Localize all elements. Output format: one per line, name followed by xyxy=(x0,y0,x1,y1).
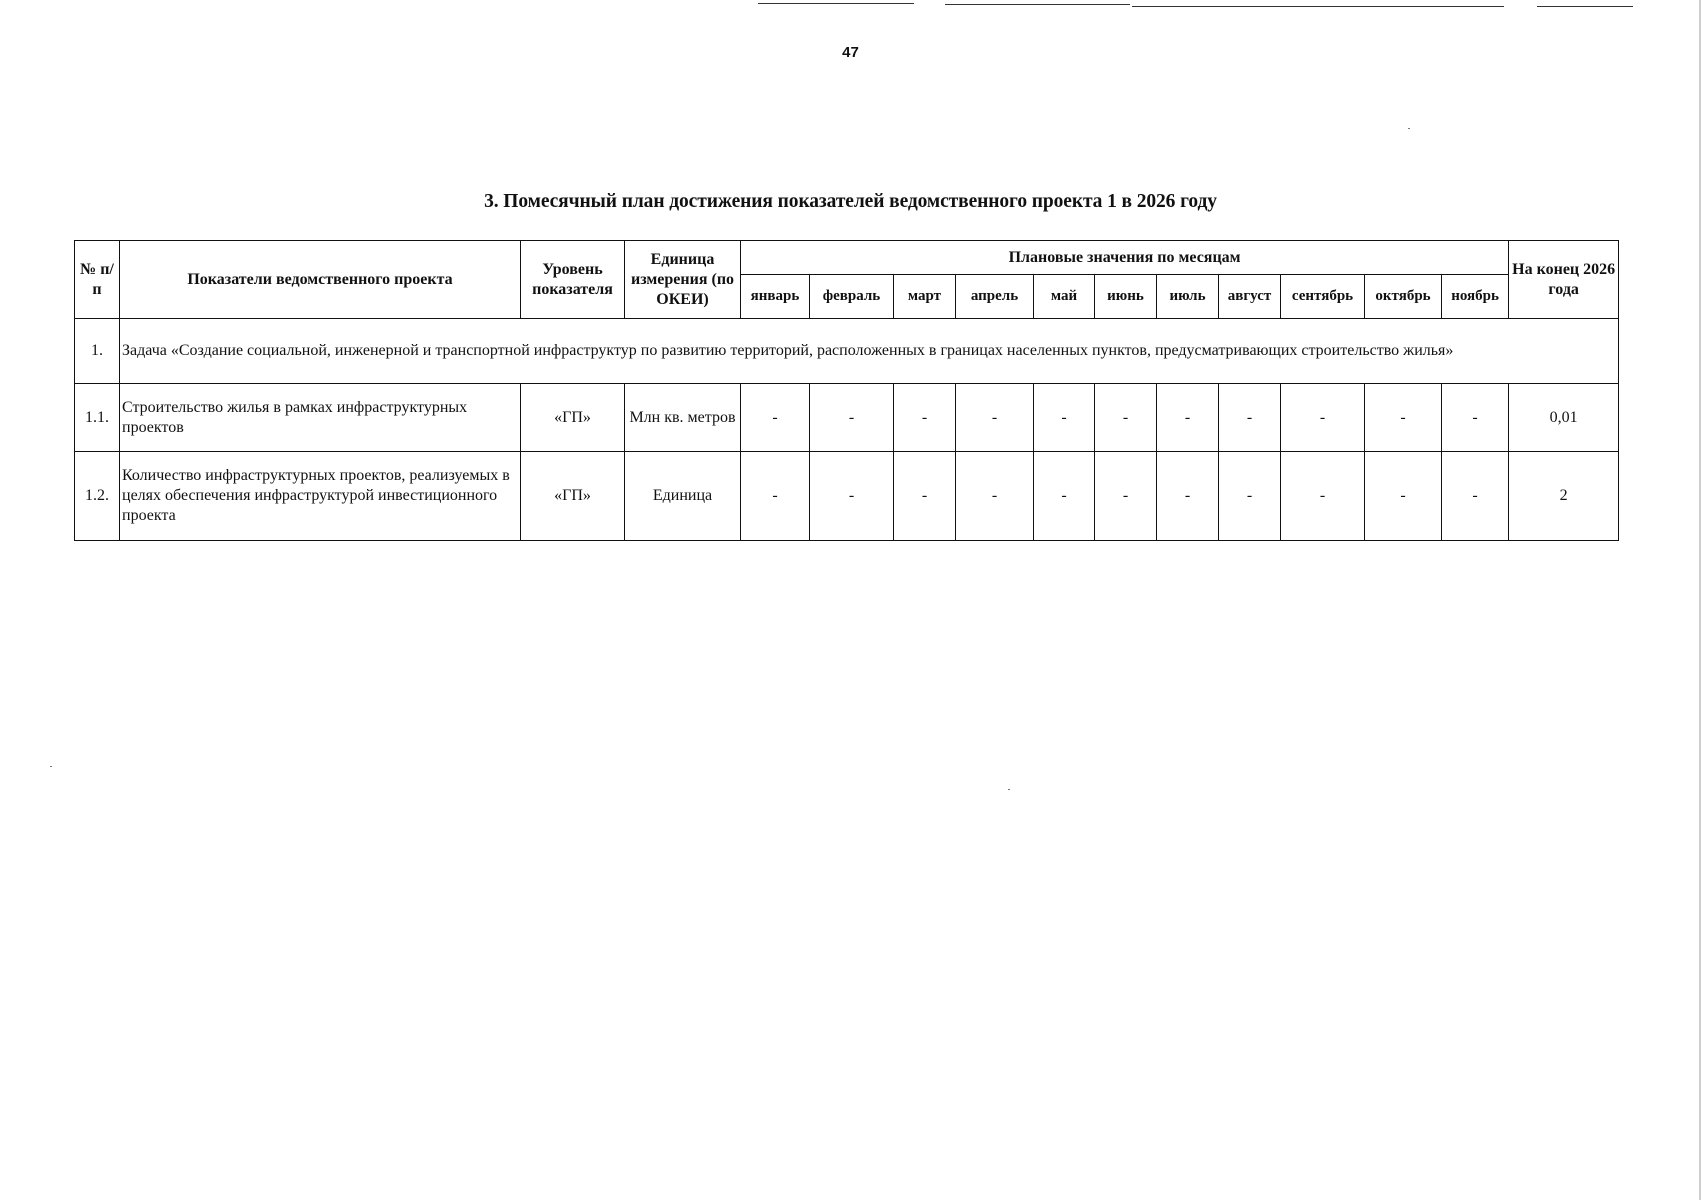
month-value: - xyxy=(1034,384,1095,452)
month-value: - xyxy=(1281,452,1365,541)
month-header: март xyxy=(894,275,956,319)
month-header: октябрь xyxy=(1365,275,1442,319)
month-header: январь xyxy=(741,275,810,319)
row-number: 1.1. xyxy=(75,384,120,452)
month-value: - xyxy=(1281,384,1365,452)
month-header: сентябрь xyxy=(1281,275,1365,319)
row-year-end-value: 0,01 xyxy=(1509,384,1619,452)
month-value: - xyxy=(1442,452,1509,541)
month-header: апрель xyxy=(956,275,1034,319)
row-indicator: Строительство жилья в рамках инфраструктурных проектов xyxy=(120,384,521,452)
header-number: № п/п xyxy=(75,241,120,319)
month-header: май xyxy=(1034,275,1095,319)
row-indicator: Количество инфраструктурных проектов, реализуемых в целях обеспечения инфраструктурой инвестиционного проекта xyxy=(120,452,521,541)
header-indicator: Показатели ведомственного проекта xyxy=(120,241,521,319)
scan-artifact-line xyxy=(1132,6,1504,7)
month-value: - xyxy=(956,452,1034,541)
scan-artifact-line xyxy=(758,3,914,4)
month-value: - xyxy=(1095,384,1157,452)
table-row xyxy=(75,384,1619,452)
scan-artifact-line xyxy=(945,4,1130,5)
month-value: - xyxy=(894,384,956,452)
scan-speck xyxy=(1408,128,1410,129)
month-header: июль xyxy=(1157,275,1219,319)
page-number: 47 xyxy=(842,44,859,61)
month-header: февраль xyxy=(810,275,894,319)
task-row xyxy=(75,319,1619,384)
header-level: Уровень показателя xyxy=(521,241,625,319)
row-number: 1.2. xyxy=(75,452,120,541)
row-year-end-value: 2 xyxy=(1509,452,1619,541)
month-value: - xyxy=(810,384,894,452)
month-value: - xyxy=(1365,384,1442,452)
month-header: ноябрь xyxy=(1442,275,1509,319)
month-value: - xyxy=(956,384,1034,452)
document-title: 3. Помесячный план достижения показателей ведомственного проекта 1 в 2026 году xyxy=(484,191,1217,212)
table-row xyxy=(75,452,1619,541)
month-value: - xyxy=(741,452,810,541)
month-value: - xyxy=(1442,384,1509,452)
month-value: - xyxy=(810,452,894,541)
month-header: август xyxy=(1219,275,1281,319)
month-value: - xyxy=(1219,384,1281,452)
month-value: - xyxy=(1219,452,1281,541)
row-level: «ГП» xyxy=(521,384,625,452)
header-year-end: На конец 2026 года xyxy=(1509,241,1619,319)
task-text: Задача «Создание социальной, инженерной и транспортной инфраструктур по развитию территорий, расположенных в границах населенных пунктов, предусматривающих строительство жилья» xyxy=(120,319,1619,384)
monthly-plan-table xyxy=(74,240,1619,541)
scan-speck xyxy=(50,766,52,767)
row-unit: Млн кв. метров xyxy=(625,384,741,452)
header-row xyxy=(75,241,1619,275)
row-unit: Единица xyxy=(625,452,741,541)
month-value: - xyxy=(1365,452,1442,541)
month-value: - xyxy=(1157,452,1219,541)
scan-artifact-line xyxy=(1537,6,1633,7)
header-unit: Единица измерения (по ОКЕИ) xyxy=(625,241,741,319)
scan-speck xyxy=(1008,789,1010,790)
task-number: 1. xyxy=(75,319,120,384)
header-planned-values: Плановые значения по месяцам xyxy=(741,241,1509,275)
month-value: - xyxy=(1034,452,1095,541)
month-value: - xyxy=(1157,384,1219,452)
month-value: - xyxy=(741,384,810,452)
row-level: «ГП» xyxy=(521,452,625,541)
month-header: июнь xyxy=(1095,275,1157,319)
month-value: - xyxy=(894,452,956,541)
month-value: - xyxy=(1095,452,1157,541)
